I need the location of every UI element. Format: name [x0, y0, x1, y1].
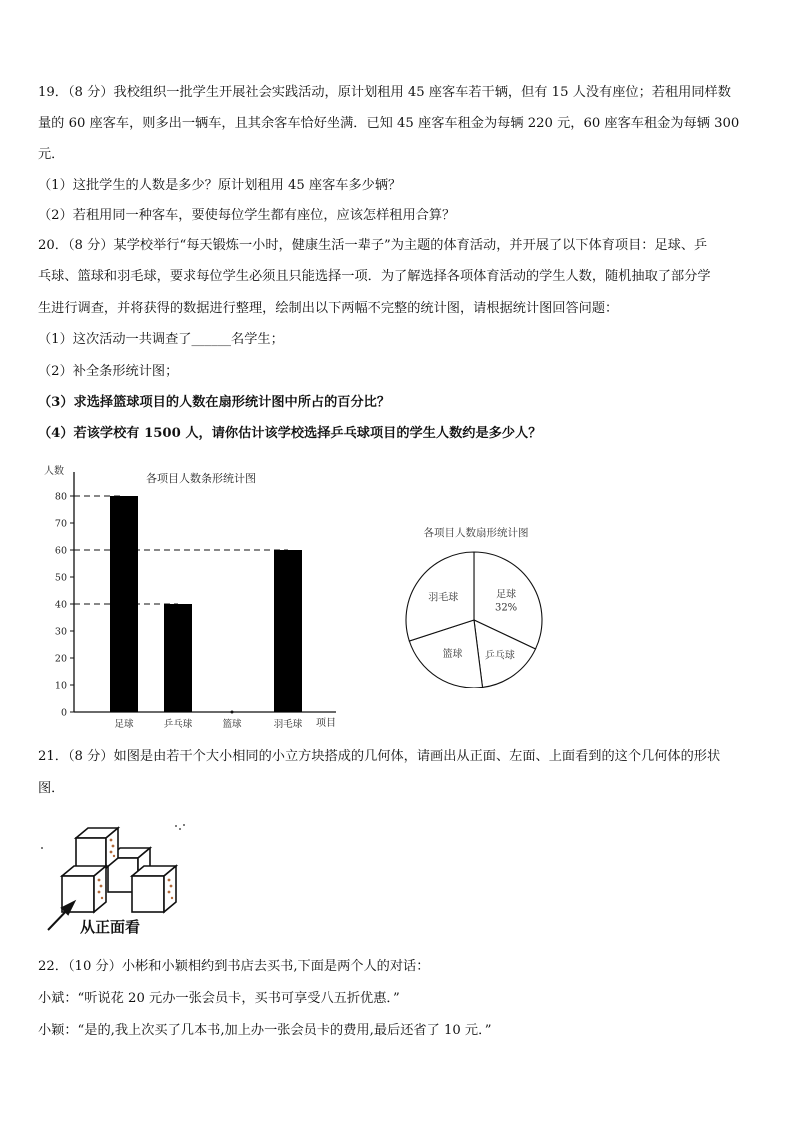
cube-figure	[38, 820, 198, 940]
bar-chart-ytick-label: 0	[60, 707, 67, 719]
bar-chart-ytick-label: 30	[54, 626, 67, 638]
pie-slice-label: 羽毛球	[428, 592, 459, 604]
q21-line-2: 图．	[38, 781, 65, 796]
bar-1	[164, 604, 192, 712]
q22-line-1: 22．（10 分）小彬和小颖相约到书店去买书,下面是两个人的对话：	[38, 959, 430, 974]
q20-line-1: 20．（8 分）某学校举行“每天锻炼一小时，健康生活一辈子”为主题的体育活动，并开展了以下体育项目：足球、乒	[38, 238, 708, 253]
pie-slice-label: 足球	[496, 589, 517, 601]
pie-slice-label: 乒乓球	[484, 650, 515, 662]
q20-sub-4: （4）若该学校有 1500 人，请你估计该学校选择乒乓球项目的学生人数约是多少人？	[38, 426, 542, 441]
bar-3	[274, 550, 302, 712]
bar-chart-ytick-label: 50	[54, 572, 67, 584]
bar-chart-ylabel: 人数	[44, 466, 64, 477]
bar-0	[110, 496, 138, 712]
bar-chart-ytick-label: 80	[54, 491, 67, 503]
q22-line-2: 小斌：“听说花 20 元办一张会员卡，买书可享受八五折优惠．”	[38, 991, 400, 1006]
bar-chart-xtick-label: 篮球	[222, 719, 242, 730]
bar-chart-ytick-label: 20	[54, 653, 67, 665]
bar-chart-ytick-label: 10	[54, 680, 67, 692]
pie-chart	[396, 516, 556, 688]
q20-sub-3: （3）求选择篮球项目的人数在扇形统计图中所占的百分比？	[38, 395, 391, 410]
cube-top	[76, 828, 118, 868]
pie-slice-value-label: 32%	[494, 602, 518, 614]
bar-chart-ytick-label: 70	[54, 518, 67, 530]
q21-line-1: 21．（8 分）如图是由若干个大小相同的小立方块搭成的几何体，请画出从正面、左面、上面看到的这个几何体的形状	[38, 749, 721, 764]
bar-chart-xtick-label: 乒乓球	[163, 719, 193, 730]
q20-line-2: 乓球、篮球和羽毛球，要求每位学生必须且只能选择一项．为了解选择各项体育活动的学生人数，随机抽取了部分学	[38, 269, 711, 284]
q19-line-3: 元．	[38, 147, 65, 162]
cube-front-right	[132, 866, 176, 912]
bar-chart-xtick-label: 羽毛球	[273, 719, 303, 730]
q19-sub-2: （2）若租用同一种客车，要使每位学生都有座位，应该怎样租用合算？	[38, 208, 456, 223]
q22-line-3: 小颖：“是的,我上次买了几本书,加上办一张会员卡的费用,最后还省了 10 元．”	[38, 1023, 492, 1038]
q20-sub-1: （1）这次活动一共调查了______名学生；	[38, 332, 284, 347]
q20-sub-2: （2）补全条形统计图；	[38, 364, 179, 379]
bar-chart-title: 各项目人数条形统计图	[146, 472, 256, 485]
bar-chart-ytick-label: 60	[54, 545, 67, 557]
q19-line-1: 19．（8 分）我校组织一批学生开展社会实践活动，原计划租用 45 座客车若干辆，但有 15 人没有座位；若租用同样数	[38, 85, 731, 100]
q19-line-2: 量的 60 座客车，则多出一辆车，且其余客车恰好坐满．已知 45 座客车租金为每辆 220 元，60 座客车租金为每辆 300	[38, 116, 740, 131]
pie-chart-title: 各项目人数扇形统计图	[423, 527, 529, 539]
bar-chart-xtick-label: 足球	[114, 719, 134, 730]
cube-figure-caption: 从正面看	[80, 918, 141, 936]
bar-chart-ytick-label: 40	[54, 599, 67, 611]
bar-chart	[36, 462, 356, 734]
bar-empty-marker	[231, 711, 234, 714]
bar-chart-xlabel: 项目	[316, 718, 336, 729]
q19-sub-1: （1）这批学生的人数是多少？原计划租用 45 座客车多少辆？	[38, 178, 402, 193]
pie-slice-label: 篮球	[442, 648, 463, 660]
q20-line-3: 生进行调查，并将获得的数据进行整理，绘制出以下两幅不完整的统计图，请根据统计图回答问题：	[38, 301, 619, 316]
